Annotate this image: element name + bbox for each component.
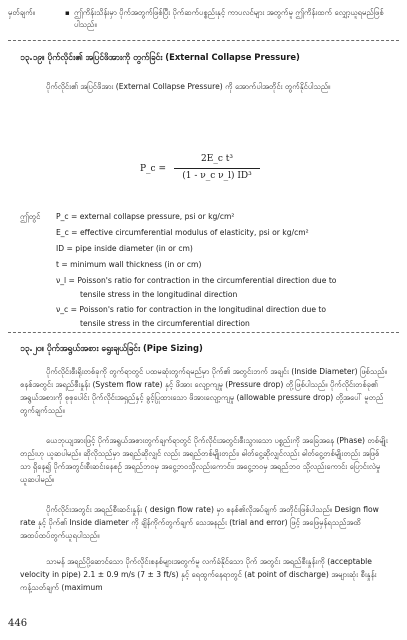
sizing-paragraph: ပိုက်လိုင်းစီးရိုးတစ်ခုကို တွက်ရာတွင် ပထမဆုံးတွက်ရမည်မှာ ပိုက်၏ အတွင်းဘက် အချင်း (Inside Diameter) ဖြစ်သည်။ စနစ်အတွင်း အရည်စီးနှုန်း (System flow rate) နှင့် ဖိအား လျော့ကျမှု (Pressure drop) တို့ဖြစ်ပါသည်။ ပိုက်လိုင်းတစ်ခု၏ အရွယ်အစားကို စုစုပေါင်း ပိုက်လိုင်းအရှည်နှင့် ခွင့်ပြုထားသော ဖိအားလျော့ကျမှု (allowable pressure drop) တို့အပေါ် မူတည်တွက်ချက်သည်။ (20, 367, 387, 415)
formula-numerator: 2E_c t³ (201, 154, 233, 164)
section-heading-collapse: ၁၃.၁၉။ ပိုက်လိုင်း၏ အပြင်ဖိအားကို တွက်ခြင်း (External Collapse Pressure) (20, 52, 300, 62)
definition-line: t = minimum wall thickness (in or cm) (56, 260, 202, 269)
section-divider (8, 40, 399, 41)
page-number: 446 (8, 618, 28, 629)
fraction-bar (174, 168, 260, 169)
where-label: ဤတွင် (20, 212, 41, 221)
definition-line: E_c = effective circumferential modulus of elasticity, psi or kg/cm² (56, 228, 309, 237)
section-divider (8, 332, 399, 333)
section-heading-sizing: ၁၃.၂၀။ ပိုက်အရွယ်အစား ရွေးချယ်ခြင်း (Pipe Sizing) (20, 343, 203, 353)
note-text: ဤကိန်းသိန်းမှာ ပိုက်အတွက်ဖြစ်ပြီး ပိုက်ဆက်ပစ္စည်းနှင့် ကာပလင်များ အတွက်မူ ဤကိန်းထက် လျှော့ယူရမည်ဖြစ်ပါသည်။ (74, 8, 384, 29)
definition-line: tensile stress in the circumferential direction (80, 319, 250, 328)
sizing-paragraph: သာမန် အရည်ပို့ဆောင်သော ပိုက်လိုင်းစနစ်များအတွက်မူ လက်ခံနိုင်သော ပိုက် အတွင်း အရည်စီးနှုန်းကို (acceptable velocity in pipe) 2.1 ± 0.9 m/s (7 ± 3 ft/s) နှင့် ရေထွက်နေရာတွင် (at point of discharge) အများဆုံး စီးနှုန်းကန့်သတ်ချက် (maximum (20, 557, 377, 592)
bullet-icon: ▪ (65, 9, 70, 17)
collapse-intro: ပိုက်လိုင်း၏ အပြင်ဖိအား (External Collapse Pressure) ကို အောက်ပါအတိုင်း တွက်နိုင်ပါသည်။ (46, 82, 331, 91)
definition-line: P_c = external collapse pressure, psi or kg/cm² (56, 212, 235, 221)
note-label: မှတ်ချက်။ (8, 8, 35, 17)
definition-line: tensile stress in the longitudinal direction (80, 290, 238, 299)
formula-denominator: (1 - ν_c ν_l) ID³ (182, 171, 252, 181)
definition-line: ν_l = Poisson's ratio for contraction in the circumferential direction due to (56, 276, 337, 285)
definition-line: ID = pipe inside diameter (in or cm) (56, 244, 193, 253)
sizing-paragraph: ယေဘုယျအားဖြင့် ပိုက်အရွယ်အစားတွက်ချက်ရာတွင် ပိုက်လိုင်းအတွင်းစီးသွားသော ပစ္စည်းကို အခြေအနေ (Phase) တစ်မျိုးတည်းဟု ယူဆပါမည်။ ဆိုလိုသည်မှာ အရည်ဆိုလျှင် လည်း အရည်တစ်မျိုးတည်း၊ ဓါတ်ငွေ့ဆိုလျှင်လည်း ဓါတ်ငွေ့တစ်မျိုးတည်း အဖြစ်သာ ရှိနေ၍ ပိုက်အတွင်းစီးဆင်းနေစဉ် အရည်ဘဝမှ အငွေ့ဘဝသို့လည်းကောင်း၊ အငွေ့ဘဝမှ အရည်ဘဝ သို့လည်းကောင်း ပြောင်းလဲမှု ယူဆပါမည်။ (20, 436, 388, 484)
collapse-formula (140, 150, 300, 192)
sizing-paragraph: ပိုက်လိုင်းအတွင်း အရည်စီးဆင်းနှုန်း ( design flow rate) မှာ စနစ်၏လိုအပ်ချက် အတိုင်းဖြစ်ပါသည်။ Design flow rate နှင့် ပိုက်၏ Inside diameter ကို ချိန်ကိုက်တွက်ချက် သေအနည်း (trial and error) ဖြင့် အဖြေမှန်ရသည်အထိ အထပ်ထပ်တွက်ယူရပါသည်။ (20, 505, 379, 540)
formula-lhs: P_c = (140, 164, 166, 174)
definition-line: ν_c = Poisson's ratio for contraction in the longitudinal direction due to (56, 305, 327, 314)
